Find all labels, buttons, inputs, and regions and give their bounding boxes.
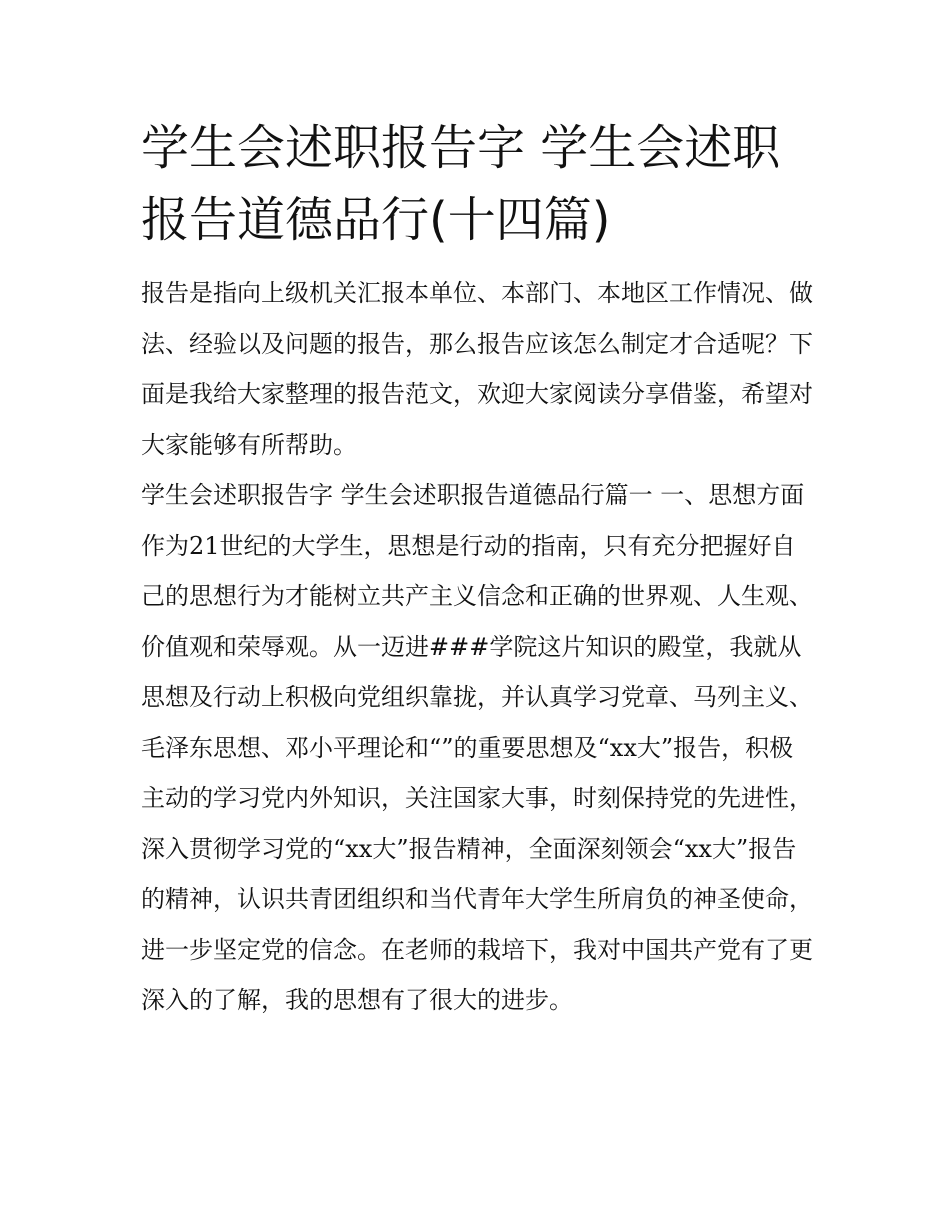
document-page: [141, 112, 813, 1026]
intro-paragraph: 报告是指向上级机关汇报本单位、本部门、本地区工作情况、做法、经验以及问题的报告，那么报告应该怎么制定才合适呢？下面是我给大家整理的报告范文，欢迎大家阅读分享借鉴，希望对大家能够有所帮助。: [141, 279, 813, 459]
body-paragraph: 作为21世纪的大学生，思想是行动的指南，只有充分把握好自己的思想行为才能树立共产主义信念和正确的世界观、人生观、价值观和荣辱观。从一迈进###学院这片知识的殿堂，我就从思想及行动上积极向党组织靠拢，并认真学习党章、马列主义、毛泽东思想、邓小平理论和“”的重要思想及“xx大”报告，积极主动的学习党内外知识，关注国家大事，时刻保持党的先进性，深入贯彻学习党的“xx大”报告精神，全面深刻领会“xx大”报告的精神，认识共青团组织和当代青年大学生所肩负的神圣使命，进一步坚定党的信念。在老师的栽培下，我对中国共产党有了更深入的了解，我的思想有了很大的进步。: [141, 531, 813, 1014]
document-title: 学生会述职报告字 学生会述职报告道德品行(十四篇): [141, 120, 781, 248]
section-heading-paragraph: 学生会述职报告字 学生会述职报告道德品行篇一 一、思想方面: [141, 481, 805, 509]
